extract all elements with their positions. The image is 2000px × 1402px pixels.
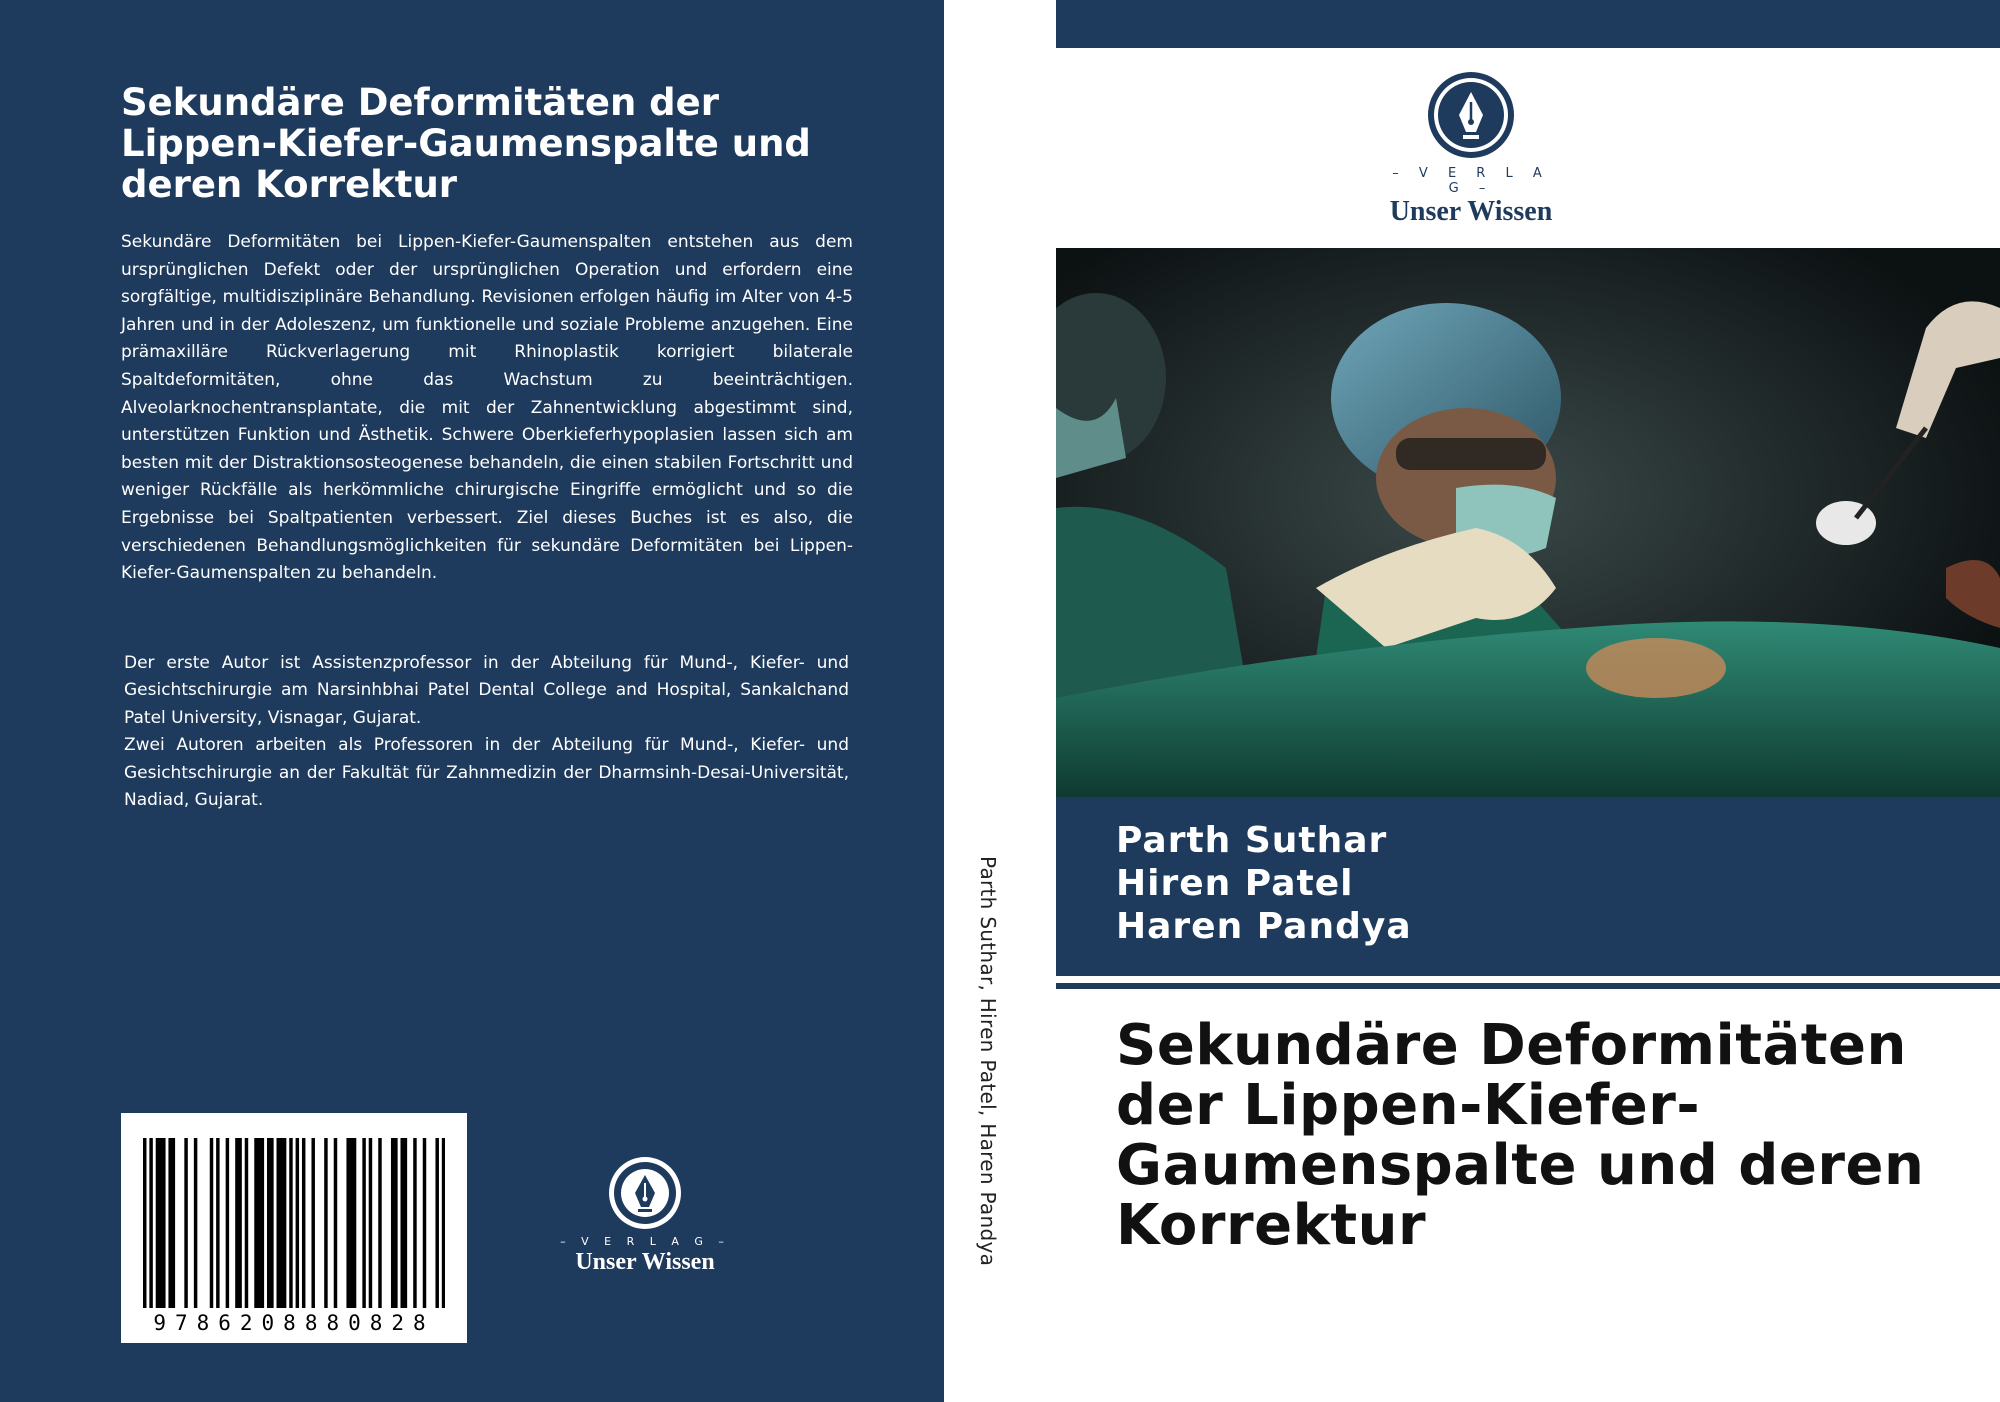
barcode-bar [404,1138,407,1308]
barcode-bar [149,1138,152,1308]
barcode-bar [362,1138,365,1308]
barcode-bars [143,1138,445,1308]
barcode-bar [334,1138,337,1308]
barcode-bar [235,1138,238,1308]
barcode-bar [296,1138,299,1308]
back-cover-blurb: Sekundäre Deformitäten bei Lippen-Kiefer-Gaumenspalten entstehen aus dem ursprünglichen Defekt oder der ursprünglichen Operation und erfordern eine sorgfältige, multidisziplinäre Behandlung. Revisionen erfolgen häufig im Alter von 4-5 Jahren und in der Adoleszenz, um funktionelle und soziale Probleme anzugehen. Eine prämaxilläre Rückverlagerung mit Rhinoplastik korrigiert bilaterale Spaltdeformitäten, ohne das Wachstum zu beeinträchtigen. Alveolarknochentransplantate, die mit der Zahnentwicklung abgestimmt sind, unterstützen Funktion und Ästhetik. Schwere Oberkieferhypoplasien lassen sich am besten mit der Distraktionsosteogenese behandeln, die einen stabilen Fortschritt und weniger Rückfälle als herkömmliche chirurgische Eingriffe ermöglicht und so die Ergebnisse bei Spaltpatienten verbessert. Ziel dieses Buches ist es also, die verschiedenen Behandlungsmöglichkeiten für sekundäre Deformitäten bei Lippen-Kiefer-Gaumenspalten zu behandeln. [121,232,853,584]
isbn-digits: 9786208880828 [153,1311,435,1335]
barcode-bar [184,1138,187,1308]
barcode-bar [423,1138,426,1308]
barcode-bar [413,1138,416,1308]
publisher-logo-back [550,1155,740,1276]
logo-verlag-label: – V E R L A G – [560,1235,730,1248]
barcode-bar [261,1138,264,1308]
barcode-bar [400,1138,403,1308]
barcode-bar [280,1138,283,1308]
front-cover [1056,0,2000,1402]
barcode-bar [238,1138,241,1308]
barcode-bar [369,1138,372,1308]
author-bio-paragraph-2: Zwei Autoren arbeiten als Professoren in der Abteilung für Mund-, Kiefer- und Gesichtschirurgie an der Fakultät für Zahnmedizin der Dharmsinh-Desai-Universität, Nadiad, Gujarat. [124,735,849,811]
pen-nib-emblem-icon [607,1155,683,1231]
barcode-bar [257,1138,260,1308]
barcode-bar [350,1138,353,1308]
barcode-bar [156,1138,159,1308]
logo-verlag-label: – V E R L A G – [1392,166,1550,196]
title-divider [1056,983,2000,989]
barcode-bar [172,1138,175,1308]
spine [944,0,1056,1402]
logo-publisher-name: Unser Wissen [575,1249,715,1275]
front-cover-title: Sekundäre Deformitäten der Lippen-Kiefer-Gaumenspalte und deren Korrektur [1116,1013,1925,1258]
barcode-bar [143,1138,146,1308]
barcode-bar [353,1138,356,1308]
back-cover [0,0,944,1402]
author-name-1: Parth Suthar [1116,820,1388,861]
barcode-bar [435,1138,438,1308]
barcode-bar [277,1138,280,1308]
author-bio-paragraph-1: Der erste Autor ist Assistenzprofessor in der Abteilung für Mund-, Kiefer- und Gesichtschirurgie am Narsinhbhai Patel Dental College and Hospital, Sankalchand Patel University, Visnagar, Gujarat. [124,653,849,728]
barcode-bar [302,1138,305,1308]
barcode-bar [378,1138,381,1308]
barcode-bar [194,1138,197,1308]
barcode-bar [346,1138,349,1308]
barcode-bar [289,1138,292,1308]
barcode-bar [324,1138,327,1308]
barcode-bar [162,1138,165,1308]
barcode-bar [168,1138,171,1308]
barcode-bar [311,1138,314,1308]
barcode-bar [254,1138,257,1308]
barcode-bar [270,1138,273,1308]
barcode-bar [245,1138,248,1308]
back-cover-title: Sekundäre Deformitäten der Lippen-Kiefer-Gaumenspalte und deren Korrektur [121,81,811,206]
author-name-2: Hiren Patel [1116,863,1354,904]
front-top-bar [1056,0,2000,48]
publisher-logo-front [1381,70,1561,228]
barcode-bar [267,1138,270,1308]
barcode-bar [159,1138,162,1308]
barcode-bar [442,1138,445,1308]
isbn-barcode [121,1113,467,1343]
barcode-bar [283,1138,286,1308]
barcode-bar [216,1138,219,1308]
logo-publisher-name: Unser Wissen [1389,196,1553,227]
barcode-bar [394,1138,397,1308]
barcode-bar [210,1138,213,1308]
author-bio [124,650,849,814]
authors-band [1056,797,2000,976]
author-name-3: Haren Pandya [1116,906,1412,947]
pen-nib-emblem-icon [1426,70,1516,160]
spine-authors: Parth Suthar, Hiren Patel, Haren Pandya [976,856,1000,1267]
barcode-bar [391,1138,394,1308]
surgery-illustration [1056,248,2000,797]
barcode-bar [226,1138,229,1308]
cover-photo-surgeon [1056,248,2000,797]
